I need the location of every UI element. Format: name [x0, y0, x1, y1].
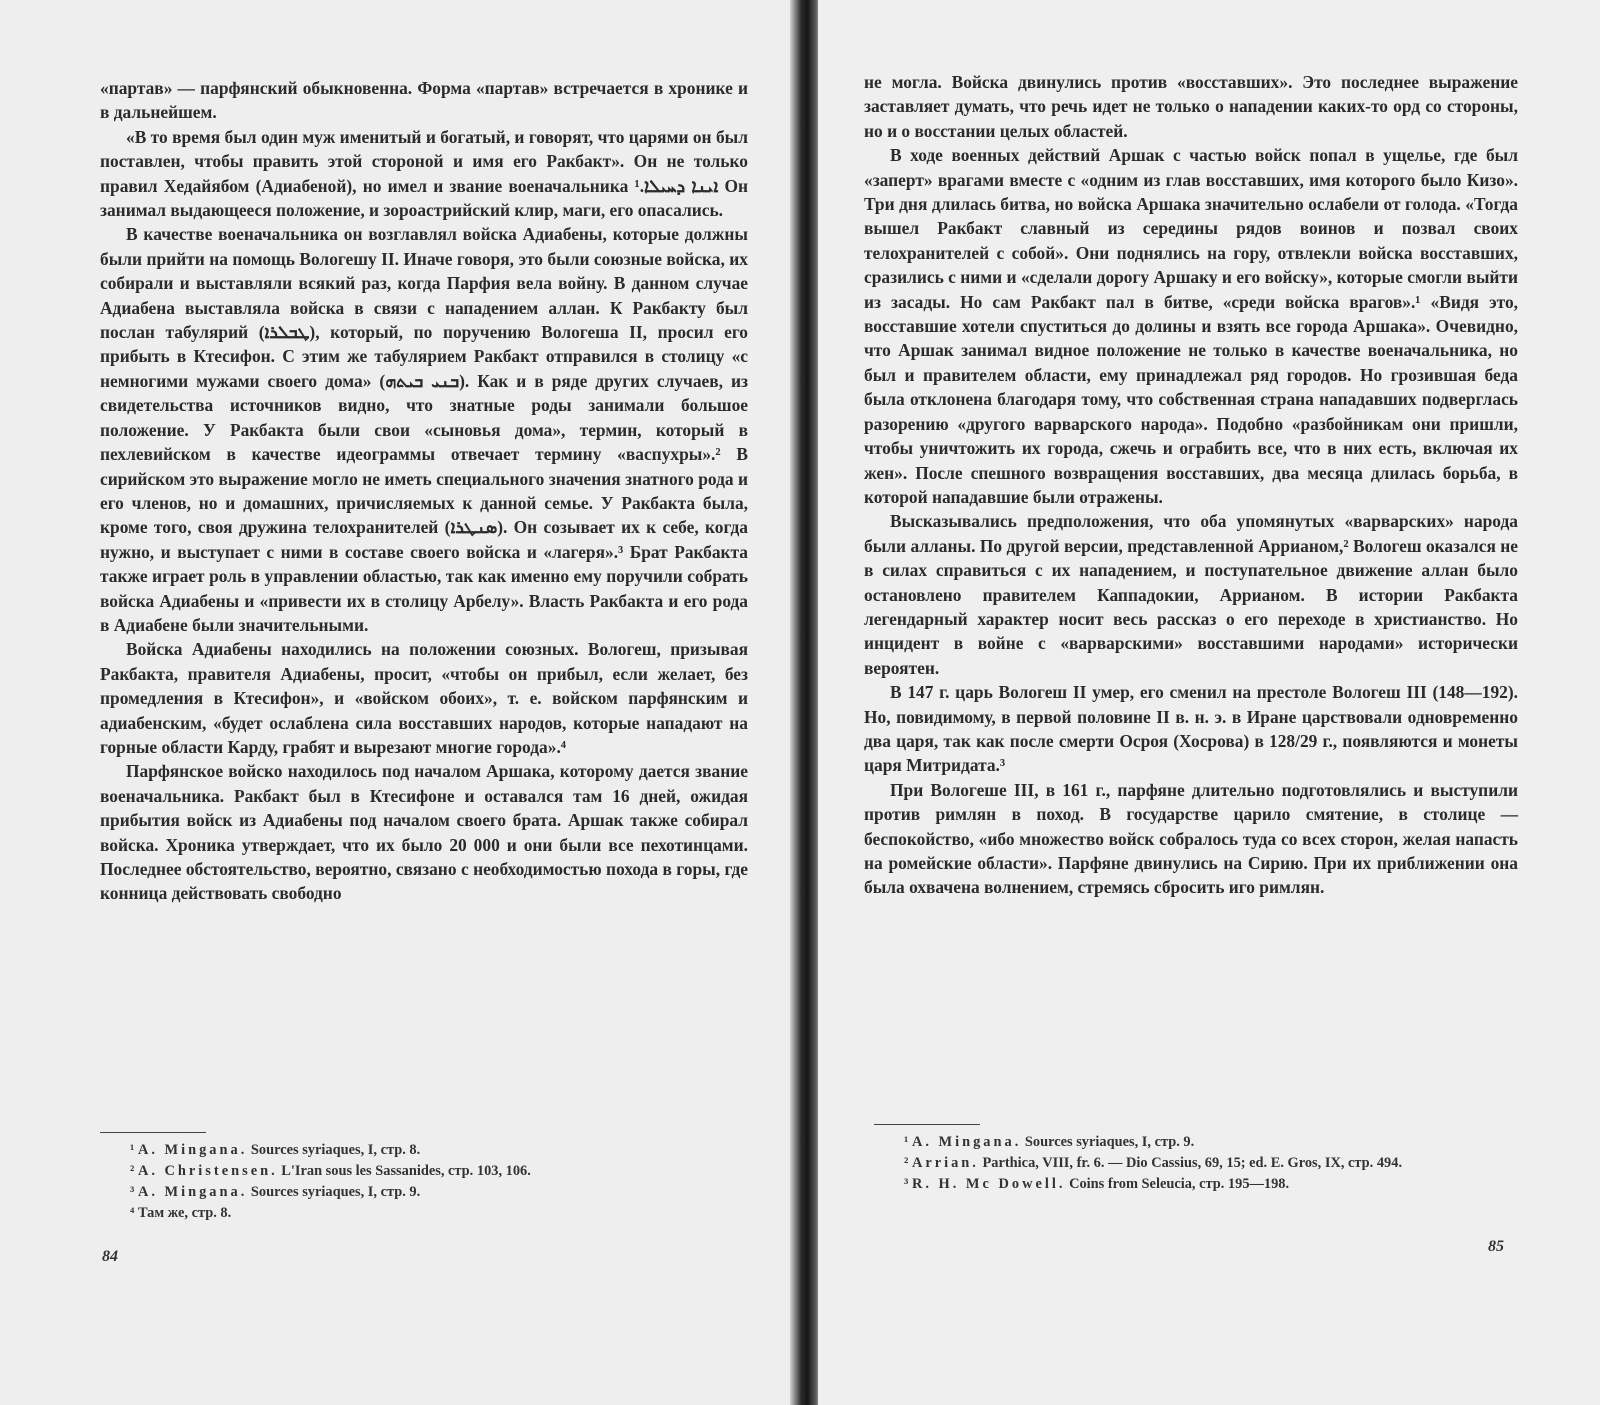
footnote-author: A. Christensen. [137, 1163, 278, 1179]
footnote-author: A. Mingana. [137, 1184, 248, 1200]
footnote-author: Arrian. [911, 1155, 979, 1171]
left-footnotes [100, 1140, 748, 1224]
paragraph: «партав» — парфянский обыкновенна. Форма «партав» встречается в хронике и в дальнейшем. [100, 78, 748, 123]
footnote-rule [874, 1124, 980, 1125]
paragraph: Высказывались предположения, что оба упомянутых «варварских» народа были алланы. По другой версии, представленной Аррианом,² Вологеш оказался не в силах справиться с их нападением, и поступательное движение аллан было остановлено правителем Каппадокии, Аррианом. В истории Ракбакта легендарный характер носит весь рассказ о его переходе в христианство. Но инцидент в войне с «варварскими» восставшими народами» исторически вероятен. [864, 511, 1518, 678]
paragraph: Парфянское войско находилось под началом Аршака, которому дается звание военачальника. Ракбакт был в Ктесифоне и оставался там 16 дней, ожидая прибытия войск из Адиабены под началом своего брата. Аршак также собирал войска. Хроника утверждает, что их было 20 000 и они были все пехотинцами. Последнее обстоятельство, вероятно, связано с необходимостью похода в горы, где конница действовать свободно [100, 761, 748, 904]
paragraph: Войска Адиабены находились на положении союзных. Вологеш, призывая Ракбакта, правителя Адиабены, просит, «чтобы он прибыл, если желает, без промедления в Ктесифон», и «войском обоих», т. е. войском парфянским и адиабенским, «будет ослаблена сила восставших народов, которые нападают на горные области Карду, грабят и вырезают многие города».⁴ [100, 639, 748, 757]
footnote-rule [100, 1132, 206, 1133]
footnote-text: Parthica, VIII, fr. 6. — Dio Cassius, 69, 15; ed. E. Gros, IX, стр. 494. [982, 1155, 1403, 1171]
footnote-author: A. Mingana. [137, 1142, 248, 1158]
left-page [0, 0, 795, 1405]
paragraph: В качестве военачальника он возглавлял войска Адиабены, которые должны были прийти на помощь Вологешу II. Иначе говоря, это были союзные войска, их собирали и выставляли всякий раз, когда Парфия вела войну. В данном случае Адиабена выставляла войска в связи с нападением аллан. К Ракбакту был послан табулярий (ܛܒܠܪܐ), который, по поручению Вологеша II, просил его прибыть в Ктесифон. С этим же табулярием Ракбакт отправился в столицу «с немногими мужами своего дома» (ܒܢܝ ܒܝܬܗ). Как и в ряде других случаев, из свидетельства источников видно, что знатные роды занимали большое положение. У Ракбакта были свои «сыновья дома», термин, который в пехлевийском в качестве идеограммы отвечает термину «васпухры».² В сирийском это выражение могло не иметь специального значения знатного рода и его членов, но и домашних, причисляемых к данной семье. У Ракбакта была, кроме того, своя дружина телохранителей (ܣܢܛܪܐ). Он созывает их к себе, когда нужно, и выступает с ними в составе своего войска и «лагеря».³ Брат Ракбакта также играет роль в управлении областью, так как именно ему поручили собрать войска Адиабены и «привести их в столицу Арбелу». Власть Ракбакта и его рода в Адиабене были значительными. [100, 224, 748, 635]
paragraph: В 147 г. царь Вологеш II умер, его сменил на престоле Вологеш III (148—192). Но, повидимому, в первой половине II в. н. э. в Иране царствовали одновременно два царя, так как после смерти Осроя (Хосрова) в 128/29 г., появляются и монеты царя Митридата.³ [864, 682, 1518, 776]
footnote [874, 1153, 1528, 1174]
right-footnotes [874, 1132, 1528, 1195]
footnote [874, 1174, 1528, 1195]
footnote [100, 1182, 748, 1203]
footnote-mark: ² [904, 1155, 909, 1171]
footnote [100, 1203, 748, 1224]
footnote-text: Coins from Seleucia, стр. 195—198. [1069, 1176, 1290, 1192]
footnote-mark: ¹ [904, 1134, 909, 1150]
paragraph: При Вологеше III, в 161 г., парфяне длительно подготовлялись и выступили против римлян в поход. В государстве царило смятение, в столице — беспокойство, «ибо множество войск собралось туда со всех сторон, желая напасть на ромейские области». Парфяне двинулись на Сирию. При их приближении она была охвачена волнением, стремясь сбросить иго римлян. [864, 779, 1518, 898]
right-page-body [864, 70, 1518, 900]
footnote-author: A. Mingana. [911, 1134, 1022, 1150]
footnote-text: L'Iran sous les Sassanides, стр. 103, 106. [281, 1163, 531, 1179]
footnote [874, 1132, 1528, 1153]
paragraph: не могла. Войска двинулись против «восставших». Это последнее выражение заставляет думать, что речь идет не только о нападении каких-то орд со стороны, но и о восстании целых областей. [864, 72, 1518, 141]
footnote-mark: ¹ [130, 1142, 135, 1158]
footnote-text: Sources syriaques, I, стр. 9. [1024, 1134, 1195, 1150]
footnote-mark: ⁴ [130, 1205, 135, 1221]
right-page [818, 0, 1600, 1405]
footnote-text: Sources syriaques, I, стр. 9. [250, 1184, 421, 1200]
footnote-author: R. H. Mc Dowell. [911, 1176, 1066, 1192]
footnote-mark: ² [130, 1163, 135, 1179]
footnote-mark: ³ [904, 1176, 909, 1192]
footnote-text: Sources syriaques, I, стр. 8. [250, 1142, 421, 1158]
left-page-body [100, 76, 748, 906]
page-number: 84 [102, 1248, 118, 1265]
paragraph: «В то время был один муж именитый и богатый, и говорят, что царями он был поставлен, чтобы править этой стороной и имя его Ракбакт». Он не только правил Хедайябом (Адиабеной), но имел и звание военачальника ܐܝܢܐ ܕܚܝܠܐ.¹ Он занимал выдающееся положение, и зороастрийский клир, маги, его опасались. [100, 126, 748, 221]
footnote [100, 1161, 748, 1182]
page-number: 85 [1488, 1238, 1504, 1255]
paragraph: В ходе военных действий Аршак с частью войск попал в ущелье, где был «заперт» врагами вместе с «одним из глав восставших, имя которого было Кизо». Три дня длилась битва, но войска Аршака значительно ослабели от голода. «Тогда вышел Ракбакт славный из середины рядов воинов и позвал своих телохранителей с собой». Они поднялись на гору, отвлекли войска восставших, сразились с ними и «сделали дорогу Аршаку и его войску», которые смогли выйти из засады. Но сам Ракбакт пал в битве, «среди войска врагов».¹ «Видя это, восставшие хотели спуститься до долины и взять все города Аршака». Очевидно, что Аршак занимал видное положение не только в качестве военачальника, но был и правителем области, ему принадлежал ряд городов. Но грозившая беда была отклонена благодаря тому, что собственная страна нападавших подверглась разорению «другого варварского народа». Подобно «разбойникам они пришли, чтобы уничтожить их города, сжечь и ограбить все, что в них есть, включая их жен». После спешного возвращения восставших, два месяца длилась борьба, в которой нападавшие были отражены. [864, 145, 1518, 507]
footnote-mark: ³ [130, 1184, 135, 1200]
footnote-text: Там же, стр. 8. [137, 1205, 232, 1221]
footnote [100, 1140, 748, 1161]
